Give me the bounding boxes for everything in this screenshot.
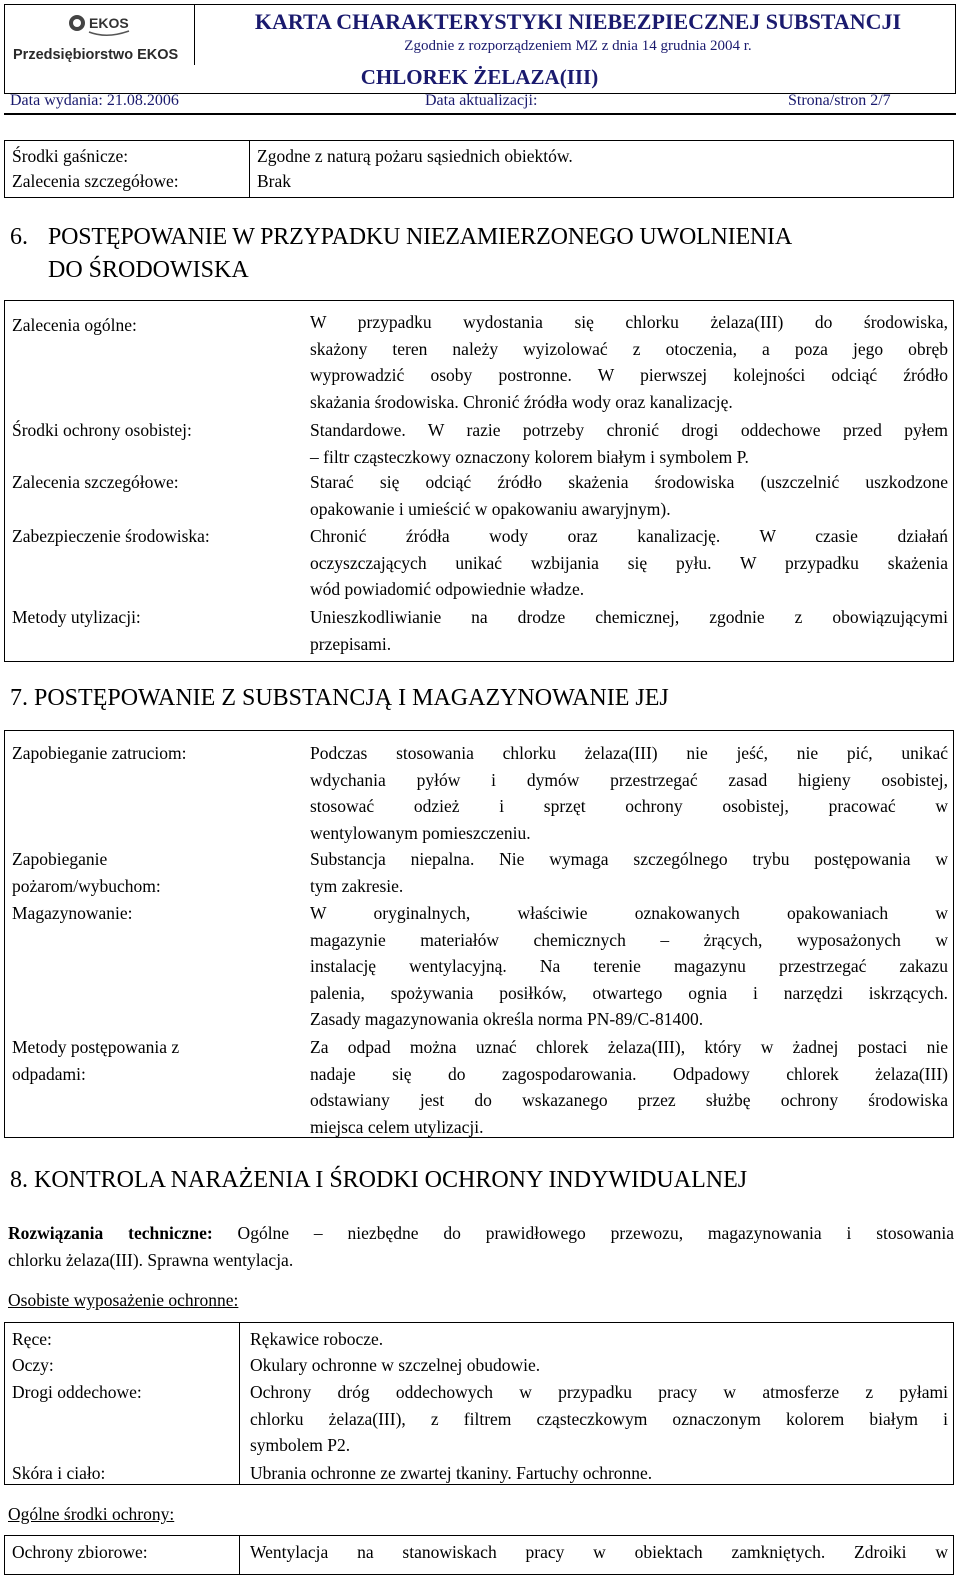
s8-general-heading: Ogólne środki ochrony: [8,1504,175,1524]
ppe-table-divider [239,1323,240,1484]
s6-label-environment: Zabezpieczenie środowiska: [12,526,210,546]
s6-value-personal-protection: Standardowe. W razie potrzeby chronić drogi oddechowe przed pyłem – filtr cząsteczkowy oznaczony kolorem białym i symbolem P. [310,420,948,467]
s6-label-disposal: Metody utylizacji: [12,607,141,627]
product-name: CHLOREK ŻELAZA(III) [360,65,599,89]
s6-value-environment: Chronić źródła wody oraz kanalizację. W czasie działań oczyszczających unikać wzbijania się pyłu. W przypadku skażenia wód powiadomić odpowiednie władze. [310,526,948,599]
ppe-label-eyes: Oczy: [12,1355,54,1375]
s8-ppe-heading: Osobiste wyposażenie ochronne: [8,1290,239,1310]
s7-label-fire-prevention: Zapobieganie pożarom/wybuchom: [12,849,161,896]
header-rule [4,113,956,115]
ppe-value-hands: Rękawice robocze. [250,1329,384,1349]
s8-technical-line2: chlorku żelaza(III). Sprawna wentylacja. [8,1249,294,1270]
sheet-title: KARTA CHARAKTERYSTYKI NIEBEZPIECZNEJ SUBSTANCJI [254,9,902,34]
regulation-note: Zgodnie z rozporządzeniem MZ z dnia 14 grudnia 2004 r. [404,38,752,54]
s7-label-storage: Magazynowanie: [12,903,133,923]
s8-technical-line1: Ogólne – niezbędne do prawidłowego przewozu, magazynowania i stosowania [212,1223,954,1243]
section-6-number: 6. [10,224,28,250]
section-6-title-line1: POSTĘPOWANIE W PRZYPADKU NIEZAMIERZONEGO UWOLNIENIA [48,224,792,250]
fire-box-divider [249,141,250,197]
s6-label-detailed: Zalecenia szczegółowe: [12,472,179,492]
section-6-title-line2: DO ŚRODOWISKA [48,257,249,283]
ppe-label-respiratory: Drogi oddechowe: [12,1382,142,1402]
ppe-value-eyes: Okulary ochronne w szczelnej obudowie. [250,1355,541,1375]
company-block [5,5,195,65]
collective-value: Wentylacja na stanowiskach pracy w obiektach zamkniętych. Zdroiki w [250,1542,948,1562]
logo-text: EKOS [89,15,129,31]
ppe-value-skin: Ubrania ochronne ze zwartej tkaniny. Fartuchy ochronne. [250,1463,653,1483]
fire-label-extinguishing: Środki gaśnicze: [12,146,129,166]
s7-label-waste: Metody postępowania z odpadami: [12,1037,180,1084]
s7-value-fire-prevention: Substancja niepalna. Nie wymaga szczególnego trybu postępowania w tym zakresie. [310,849,948,896]
s7-value-storage: W oryginalnych, właściwie oznakowanych opakowaniach w magazynie materiałów chemicznych – żrących, wyposażonych w instalację wentylacyjną. Na terenie magazynu przestrzegać zakazu palenia, spożywania posiłków, otwartego ognia i narzędzi iskrzących. Zasady magazynowania określa norma PN-89/C-81400. [310,903,948,1029]
s6-value-disposal: Unieszkodliwianie na drodze chemicznej, zgodnie z obowiązującymi przepisami. [310,607,948,654]
section-7-title: 7. POSTĘPOWANIE Z SUBSTANCJĄ I MAGAZYNOWANIE JEJ [10,685,669,711]
s6-value-detailed: Starać się odciąć źródło skażenia środowiska (uszczelnić uszkodzone opakowanie i umieścić w opakowaniu awaryjnym). [310,472,948,519]
s6-label-general: Zalecenia ogólne: [12,315,137,335]
s8-technical-label: Rozwiązania techniczne: [8,1223,213,1243]
ppe-label-skin: Skóra i ciało: [12,1463,106,1483]
update-date-label: Data aktualizacji: [425,92,538,109]
s6-value-general: W przypadku wydostania się chlorku żelaza(III) do środowiska, skażony teren należy wyizolować z otoczenia, a poza jego obręb wyprowadzić osoby postronne. W pierwszej kolejności odciąć źródło skażania środowiska. Chronić źródła wody oraz kanalizację. [310,312,948,412]
ppe-value-respiratory: Ochrony dróg oddechowych w przypadku pracy w atmosferze z pyłami chlorku żelaza(III), z filtrem cząsteczkowym oznaczonym kolorem białym i symbolem P2. [250,1382,948,1455]
fire-label-recommendations: Zalecenia szczegółowe: [12,171,179,191]
document-header [4,4,956,94]
collective-table-divider [239,1536,240,1574]
s8-technical-solutions [8,1220,954,1273]
s6-label-personal-protection: Środki ochrony osobistej: [12,420,192,440]
fire-value-extinguishing: Zgodne z naturą pożaru sąsiednich obiektów. [257,146,573,166]
company-name: Przedsiębiorstwo EKOS [13,47,179,63]
ppe-label-hands: Ręce: [12,1329,52,1349]
s7-value-waste: Za odpad można uznać chlorek żelaza(III), który w żadnej postaci nie nadaje się do zagospodarowania. Odpadowy chlorek żelaza(III) odstawiany jest do wskazanego przez służbę ochrony środowiska miejsca celem utylizacji. [310,1037,948,1137]
ekos-logo-icon [67,9,137,39]
issue-date: Data wydania: 21.08.2006 [10,92,179,109]
s7-value-poisoning: Podczas stosowania chlorku żelaza(III) nie jeść, nie pić, unikać wdychania pyłów i dymów przestrzegać zasad higieny osobistej, stosować odzież i sprzęt ochrony osobistej, pracować w wentylowanym pomieszczeniu. [310,743,948,843]
fire-value-recommendations: Brak [257,171,292,191]
section-8-title: 8. KONTROLA NARAŻENIA I ŚRODKI OCHRONY INDYWIDUALNEJ [10,1167,748,1193]
collective-label: Ochrony zbiorowe: [12,1542,148,1562]
s7-label-poisoning: Zapobieganie zatruciom: [12,743,187,763]
page-number: Strona/stron 2/7 [788,92,891,109]
